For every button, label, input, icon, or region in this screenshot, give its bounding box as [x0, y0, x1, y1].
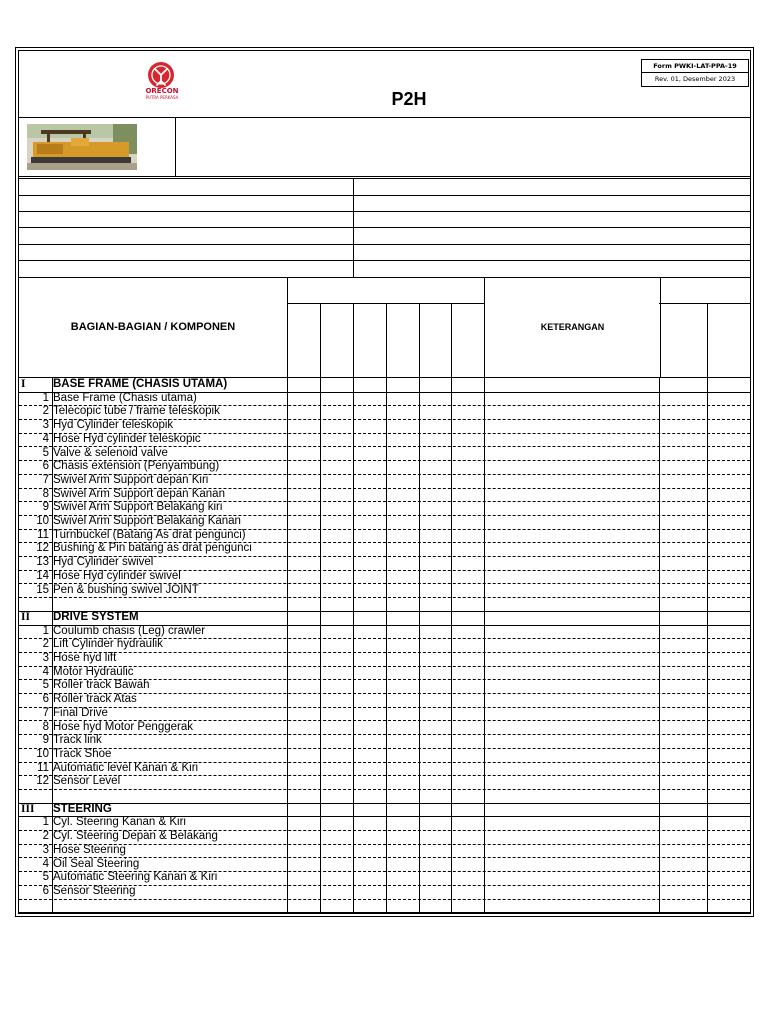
table-header [19, 277, 750, 378]
section-header-row [19, 378, 750, 393]
checklist-row [19, 460, 750, 475]
item-label: Hyd Cylinder swivel [53, 556, 154, 569]
checklist-row [19, 748, 750, 763]
section-number: I [21, 378, 26, 390]
checklist-row [19, 721, 750, 736]
checklist-row [19, 844, 750, 859]
checklist-row [19, 570, 750, 585]
unit-info-grid [19, 178, 750, 278]
item-label: Lift Cylinder hydraulik [53, 638, 163, 651]
checklist-row [19, 734, 750, 749]
checklist-body [19, 378, 750, 913]
item-label: Hose hyd Motor Penggerak [53, 720, 193, 733]
item-label: Motor Hydraulic [53, 665, 134, 678]
item-number: 11 [37, 761, 49, 774]
checklist-row [19, 871, 750, 886]
item-number: 15 [36, 583, 49, 596]
item-label: Hose hyd lift [53, 652, 117, 664]
item-label: Swivel Arm Support Belakang kiri [53, 501, 223, 514]
item-label: Valve & selenoid valve [53, 446, 168, 459]
item-label: Oil Seal Steering [53, 857, 140, 870]
checklist-row [19, 501, 750, 516]
checklist-row [19, 542, 750, 557]
checklist-row [19, 652, 750, 667]
blank-row [19, 597, 750, 612]
item-label: Chasis extension (Penyambung) [53, 460, 220, 473]
checklist-row [19, 488, 750, 503]
item-number: 5 [42, 679, 49, 692]
blank-row [19, 899, 750, 914]
item-number: 1 [42, 391, 49, 404]
item-label: Swivel Arm Support Belakang Kanan [53, 515, 241, 527]
checklist-row [19, 858, 750, 873]
item-number: 4 [42, 857, 49, 870]
item-number: 3 [42, 652, 49, 664]
checklist-row [19, 556, 750, 571]
item-label: Coulumb chasis (Leg) crawler [53, 624, 206, 637]
item-number: 7 [42, 473, 49, 486]
checklist-row [19, 693, 750, 708]
item-label: Base Frame (Chasis utama) [53, 391, 197, 404]
item-number: 2 [42, 405, 49, 418]
section-title: STEERING [53, 802, 112, 815]
section-header-row [19, 611, 750, 626]
item-label: Hose Hyd cylinder swivel [53, 569, 181, 582]
checklist-row [19, 666, 750, 681]
item-number: 6 [42, 693, 49, 706]
item-label: Sensor Level [53, 775, 121, 788]
item-number: 2 [42, 830, 49, 843]
item-number: 3 [42, 419, 49, 432]
checklist-row [19, 638, 750, 653]
form-inner-border [18, 50, 751, 914]
item-number: 5 [42, 871, 49, 884]
item-number: 7 [42, 706, 49, 719]
item-number: 5 [42, 446, 49, 459]
item-number: 11 [37, 528, 49, 541]
item-number: 4 [42, 432, 49, 445]
item-number: 12 [36, 542, 49, 555]
item-number: 1 [42, 624, 49, 637]
section-number: II [21, 610, 30, 623]
item-number: 4 [42, 665, 49, 678]
p2h-form [15, 47, 754, 917]
item-number: 10 [36, 515, 49, 527]
checklist-row [19, 529, 750, 544]
checklist-row [19, 474, 750, 489]
form-revision: Rev. 01, Desember 2023 [654, 75, 736, 83]
checklist-row [19, 515, 750, 530]
item-label: Roller track Bawah [53, 679, 150, 692]
item-number: 14 [36, 569, 49, 582]
section-title: DRIVE SYSTEM [53, 610, 139, 623]
checklist-row [19, 707, 750, 722]
logo-wordmark: ORECON [145, 87, 179, 95]
checklist-row [19, 405, 750, 420]
checklist-row [19, 830, 750, 845]
checklist-row [19, 419, 750, 434]
checklist-row [19, 885, 750, 900]
right-group-header [659, 277, 750, 304]
checklist-row [19, 762, 750, 777]
checklist-row [19, 679, 750, 694]
item-label: Telecopic tube / frame teleskopik [53, 405, 220, 418]
item-label: Pen & bushing swivel JOINT [53, 583, 199, 596]
remarks-column-header: KETERANGAN [484, 277, 661, 377]
section-header-row [19, 803, 750, 818]
item-label: Automatic level Kanan & Kiri [53, 761, 199, 774]
item-label: Bushing & Pin batang as drat pengunci [53, 542, 252, 555]
form-header [19, 51, 750, 118]
item-label: Turnbuckel (Batang As drat pengunci) [53, 528, 246, 541]
item-number: 8 [42, 720, 49, 733]
item-number: 8 [42, 487, 49, 500]
item-number: 9 [42, 501, 49, 514]
item-label: Cyl. Steering Depan & Belakang [53, 830, 218, 843]
checklist-row [19, 447, 750, 462]
item-label: Hose Steering [53, 843, 126, 856]
logo-subtitle: PUTRA PERKASA [145, 95, 179, 100]
item-label: Swivel Arm Support depan Kanan [53, 487, 225, 500]
orecon-logo-icon [143, 61, 179, 107]
item-number: 9 [42, 734, 49, 747]
item-label: Cyl. Steering Kanan & Kiri [53, 816, 186, 829]
checklist-row [19, 392, 750, 407]
item-number: 3 [42, 843, 49, 856]
item-number: 10 [36, 747, 49, 760]
item-label: Roller track Atas [53, 693, 137, 706]
item-number: 6 [42, 460, 49, 473]
section-number: III [21, 802, 35, 815]
item-label: Final Drive [53, 706, 108, 719]
item-label: Swivel Arm Support depan Kiri [53, 473, 209, 486]
check-group-header [287, 277, 484, 304]
page-title: P2H [391, 89, 427, 109]
photo-divider [175, 117, 176, 176]
item-number: 1 [42, 816, 49, 829]
item-label: Hose Hyd cylinder teleskopic [53, 432, 201, 445]
item-number: 13 [36, 556, 49, 569]
item-number: 12 [36, 775, 49, 788]
form-code-box [641, 59, 749, 87]
equipment-photo-row [19, 117, 750, 177]
form-code: Form PWKI-LAT-PPA-19 [642, 60, 748, 73]
checklist-row [19, 433, 750, 448]
paver-machine-photo [27, 124, 137, 170]
item-label: Track Shoe [53, 747, 112, 760]
checklist-row [19, 775, 750, 790]
item-label: Automatic Steering Kanan & Kiri [53, 871, 218, 884]
item-number: 2 [42, 638, 49, 651]
item-label: Track link [53, 734, 102, 747]
section-title: BASE FRAME (CHASIS UTAMA) [53, 378, 228, 390]
checklist-row [19, 625, 750, 640]
item-label: Hyd Cylinder teleskopik [53, 419, 174, 432]
component-column-header: BAGIAN-BAGIAN / KOMPONEN [19, 277, 288, 377]
checklist-row [19, 584, 750, 599]
blank-row [19, 789, 750, 804]
item-number: 6 [42, 884, 49, 897]
item-label: Sensor Steering [53, 884, 136, 897]
checklist-row [19, 816, 750, 831]
